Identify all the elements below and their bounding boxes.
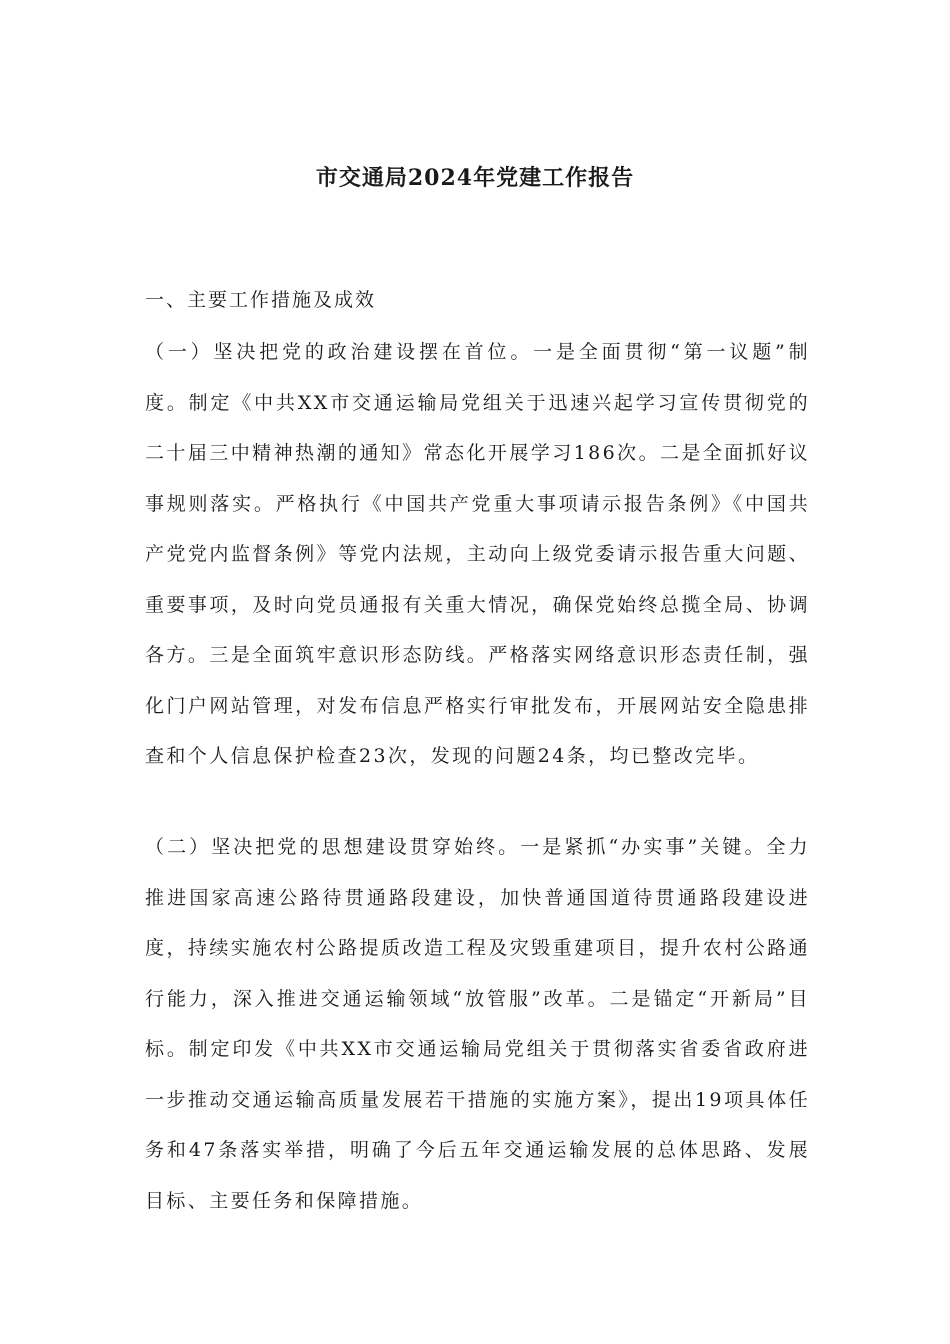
document-title: 市交通局2024年党建工作报告 xyxy=(315,165,635,191)
section-heading: 一、主要工作措施及成效 xyxy=(145,289,377,311)
paragraph-ideological-construction: （二）坚决把党的思想建设贯穿始终。一是紧抓“办实事”关键。全力推进国家高速公路待贯通路段建设，加快普通国道待贯通路段建设进度，持续实施农村公路提质改造工程及灾毁重建项目，提升农村公路通行能力，深入推进交通运输领域“放管服”改革。二是锚定“开新局”目标。制定印发《中共XX市交通运输局党组关于贯彻落实省委省政府进一步推动交通运输高质量发展若干措施的实施方案》，提出19项具体任务和47条落实举措，明确了今后五年交通运输发展的总体思路、发展目标、主要任务和保障措施。 xyxy=(145,836,810,1212)
paragraph-political-construction: （一）坚决把党的政治建设摆在首位。一是全面贯彻“第一议题”制度。制定《中共XX市交通运输局党组关于迅速兴起学习宣传贯彻党的二十届三中精神热潮的通知》常态化开展学习186次。二是全面抓好议事规则落实。严格执行《中国共产党重大事项请示报告条例》《中国共产党党内监督条例》等党内法规，主动向上级党委请示报告重大问题、重要事项，及时向党员通报有关重大情况，确保党始终总揽全局、协调各方。三是全面筑牢意识形态防线。严格落实网络意识形态责任制，强化门户网站管理，对发布信息严格实行审批发布，开展网站安全隐患排查和个人信息保护检查23次，发现的问题24条，均已整改完毕。 xyxy=(145,341,810,767)
